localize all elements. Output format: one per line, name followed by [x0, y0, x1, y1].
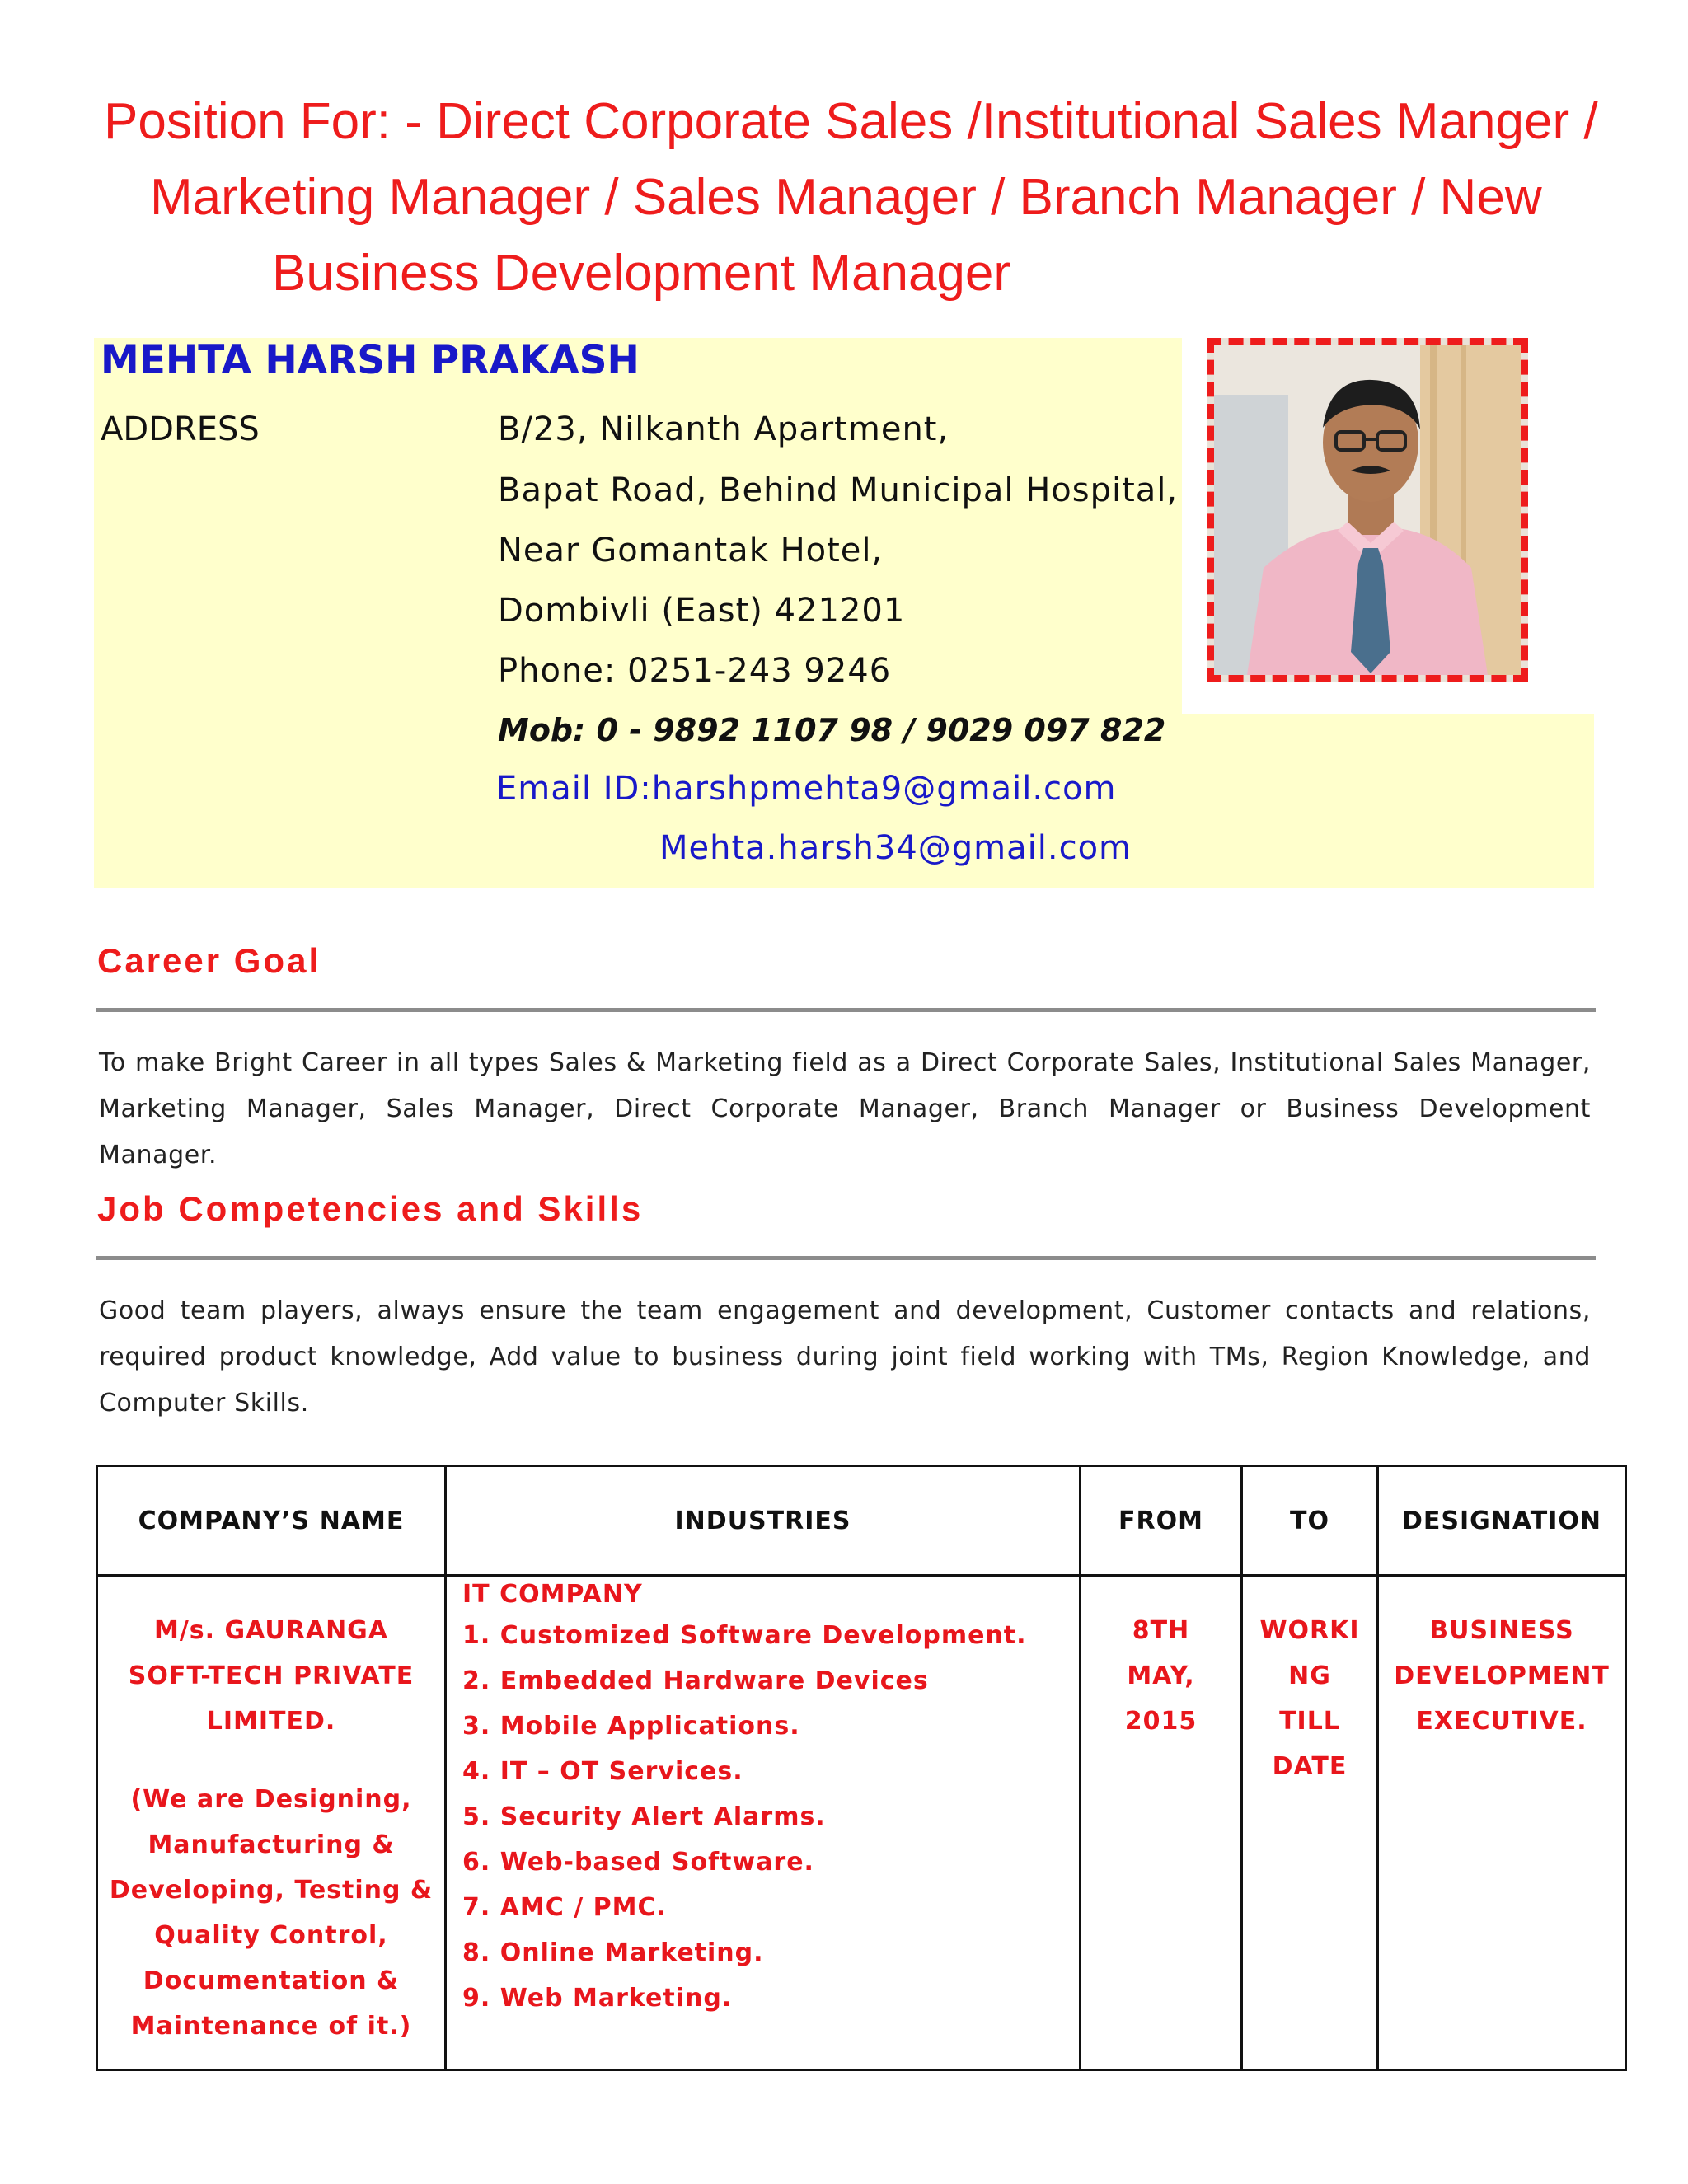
- from-line: 2015: [1124, 1707, 1198, 1736]
- from-line: MAY,: [1127, 1661, 1195, 1690]
- designation-cell: [1378, 1576, 1626, 2070]
- address-line: B/23, Nilkanth Apartment,: [498, 410, 950, 448]
- company-note-line: Documentation &: [143, 1966, 400, 1995]
- list-item: 5. Security Alert Alarms.: [462, 1802, 826, 1831]
- position-title-line-2: Marketing Manager / Sales Manager / Branch Manager / New: [150, 169, 1542, 226]
- skills-heading: Job Competencies and Skills: [97, 1189, 644, 1228]
- to-line: DATE: [1272, 1752, 1348, 1781]
- phone-number: Phone: 0251-243 9246: [498, 652, 892, 690]
- list-item: 9. Web Marketing.: [462, 1984, 733, 2013]
- to-cell: [1242, 1576, 1378, 2070]
- table-header-row: [97, 1466, 1626, 1576]
- to-line: WORKI: [1259, 1616, 1360, 1645]
- address-line: Bapat Road, Behind Municipal Hospital,: [498, 471, 1179, 509]
- table-row: [97, 1576, 1626, 2070]
- skills-text: Good team players, always ensure the team engagement and development, Customer contacts and relations, required product knowledge, Add value to business during joint field working with TMs, Region Knowledge, and Computer Skills.: [99, 1296, 1591, 1418]
- company-note-line: Manufacturing &: [148, 1830, 395, 1859]
- list-item: 7. AMC / PMC.: [462, 1893, 667, 1922]
- to-line: TILL: [1279, 1707, 1340, 1736]
- header-industries: INDUSTRIES: [446, 1466, 1081, 1576]
- mobile-number: Mob: 0 - 9892 1107 98 / 9029 097 822: [498, 712, 1166, 748]
- career-goal-divider: [96, 1008, 1596, 1012]
- industries-cell: [446, 1576, 1081, 2070]
- company-name-line: SOFT-TECH PRIVATE: [128, 1661, 415, 1690]
- industries-list: [448, 1613, 1078, 2021]
- career-goal-heading: Career Goal: [97, 941, 321, 980]
- company-note-line: Developing, Testing &: [109, 1876, 434, 1905]
- experience-table: [96, 1465, 1627, 2071]
- list-item: 8. Online Marketing.: [462, 1938, 764, 1967]
- address-line: Near Gomantak Hotel,: [498, 532, 884, 569]
- to-line: NG: [1288, 1661, 1331, 1690]
- header-company: COMPANY’S NAME: [97, 1466, 446, 1576]
- from-line: 8TH: [1132, 1616, 1190, 1645]
- list-item: 3. Mobile Applications.: [462, 1712, 800, 1741]
- email-secondary[interactable]: Mehta.harsh34@gmail.com: [659, 829, 1132, 867]
- list-item: 6. Web-based Software.: [462, 1848, 814, 1877]
- header-designation: DESIGNATION: [1378, 1466, 1626, 1576]
- list-item: 2. Embedded Hardware Devices: [462, 1666, 929, 1695]
- career-goal-text: To make Bright Career in all types Sales & Marketing field as a Direct Corporate Sales, Institutional Sales Manager, Marketing Manager, Sales Manager, Direct Corporate Manager, Branch Manager or Business Development Manager.: [99, 1048, 1591, 1169]
- list-item: 4. IT – OT Services.: [462, 1757, 743, 1786]
- designation-line: DEVELOPMENT: [1394, 1661, 1610, 1690]
- email-primary[interactable]: Email ID:harshpmehta9@gmail.com: [496, 770, 1117, 808]
- company-note-line: Maintenance of it.): [130, 2012, 412, 2041]
- candidate-name: MEHTA HARSH PRAKASH: [101, 338, 640, 383]
- position-title-line-1: Position For: - Direct Corporate Sales /Institutional Sales Manger /: [104, 93, 1598, 150]
- company-name-line: LIMITED.: [206, 1707, 336, 1736]
- industry-heading: IT COMPANY: [462, 1580, 643, 1609]
- header-from: FROM: [1081, 1466, 1242, 1576]
- header-to: TO: [1242, 1466, 1378, 1576]
- designation-line: EXECUTIVE.: [1416, 1707, 1587, 1736]
- list-item: 1. Customized Software Development.: [462, 1621, 1027, 1650]
- skills-divider: [96, 1256, 1596, 1260]
- address-line: Dombivli (East) 421201: [498, 592, 906, 630]
- address-label: ADDRESS: [101, 410, 260, 448]
- company-note-line: Quality Control,: [154, 1921, 388, 1950]
- profile-photo: [1207, 338, 1528, 682]
- person-photo-icon: [1214, 345, 1521, 675]
- company-name-line: M/s. GAURANGA: [153, 1616, 389, 1645]
- from-cell: [1081, 1576, 1242, 2070]
- designation-line: BUSINESS: [1429, 1616, 1574, 1645]
- company-cell: [97, 1576, 446, 2070]
- position-title-line-3: Business Development Manager: [272, 245, 1011, 302]
- company-note-line: (We are Designing,: [130, 1785, 412, 1814]
